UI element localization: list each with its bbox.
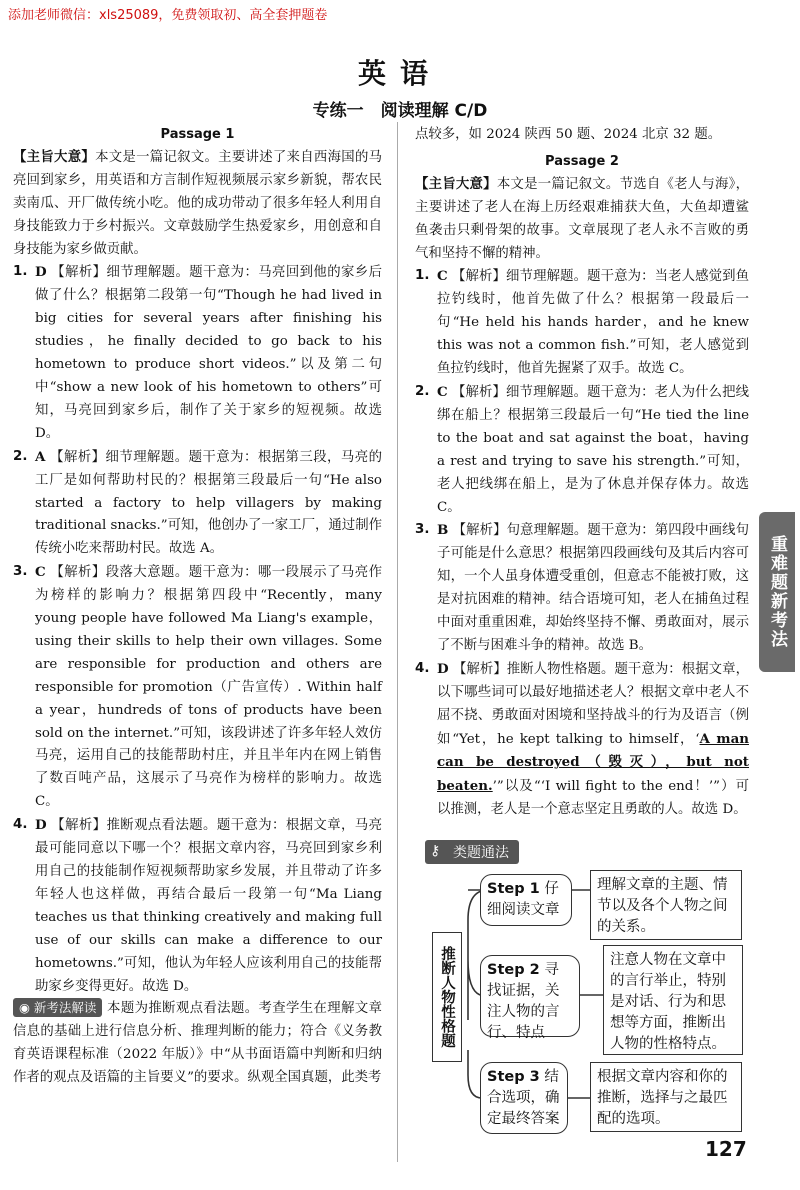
answer-letter: D <box>35 264 47 281</box>
passage1-main-idea <box>13 147 382 262</box>
explanation-text-end: ’”以及“‘I will fight to the end！’”）可以推测，老人是一个意志坚定且勇敢的人。故选 D。 <box>437 779 749 818</box>
tip-badge: ◉ 新考法解读 <box>13 998 102 1017</box>
question-number: 1. <box>415 268 430 284</box>
answer-letter: D <box>35 817 47 834</box>
tip-continuation: 点较多，如 2024 陕西 50 题、2024 北京 32 题。 <box>415 127 722 142</box>
main-idea-label: 【主旨大意】 <box>415 176 497 192</box>
diagram-center-box: 推断人物性格题 <box>432 932 462 1062</box>
answer-item <box>13 814 382 998</box>
step3-desc-box: 根据文章内容和你的推断，选择与之最匹配的选项。 <box>590 1062 742 1132</box>
answer-item <box>415 519 749 657</box>
step1-desc-box: 理解文章的主题、情节以及各个人物之间的关系。 <box>590 870 742 940</box>
question-number: 3. <box>415 522 430 538</box>
new-method-tip <box>13 998 382 1090</box>
section-title: 专练一 阅读理解 C/D <box>312 101 488 121</box>
question-number: 2. <box>13 448 28 464</box>
step2-desc-box: 注意人物在文章中的言行举止，特别是对话、行为和思想等方面，推断出人物的性格特点。 <box>603 945 743 1055</box>
passage2-title: Passage 2 <box>545 153 619 169</box>
answer-letter: C <box>437 383 448 400</box>
main-idea-label: 【主旨大意】 <box>13 149 96 165</box>
explanation-text: 【解析】细节理解题。题干意为：马亮回到他的家乡后做了什么？根据第二段第一句“Though he had lived in big cities for several years after finishing his studies，he finally decided to go back to his hometown to produce short videos.”以及第二句中“show a new look of his hometown to others”可知，马亮回到家乡后，制作了关于家乡的短视频。故选 D。 <box>35 265 382 441</box>
passage1-title: Passage 1 <box>160 127 235 142</box>
explanation-text: 【解析】段落大意题。题干意为：哪一段展示了马亮作为榜样的影响力？根据第四段中“Recently，many young people have followed Ma Liang's example，using their skills to help their own villages. Some are responsible for production and others are responsible for promotion（广告宣传）. Within half a year，hundreds of tons of products have been sold on the internet.”可知，该段讲述了许多年轻人效仿马亮，运用自己的技能帮助村庄，并且半年内在网上销售了数百吨产品，这展示了马亮作为榜样的影响力。故选 C。 <box>35 565 382 810</box>
left-column <box>13 124 382 1090</box>
answer-item <box>13 561 382 814</box>
right-column <box>415 124 749 822</box>
column-divider <box>397 122 398 1162</box>
underlined-quote: A man can be destroyed（毁灭），but not beaten. <box>437 730 749 795</box>
answer-item <box>415 381 749 519</box>
method-tag: 类题通法 <box>425 840 519 864</box>
main-idea-text: 本文是一篇记叙文。节选自《老人与海》，主要讲述了老人在海上历经艰难捕获大鱼，大鱼却遭鲨鱼袭击只剩骨架的故事。文章展现了老人永不言败的勇气和坚持不懈的精神。 <box>415 176 749 261</box>
tip-text: 本题为推断观点看法题。考查学生在理解文章信息的基础上进行信息分析、推理判断的能力；符合《义务教育英语课程标准（2022 年版）》中“从书面语篇中判断和归纳作者的观点及语篇的主旨要义”的要求。纵观全国真题，此类考 <box>13 1001 382 1086</box>
answer-letter: C <box>35 564 46 581</box>
subject-title: 英语 <box>357 57 442 90</box>
answer-item <box>415 265 749 381</box>
explanation-text: 【解析】推断观点看法题。题干意为：根据文章，马亮最可能同意以下哪一个？根据文章内容，马亮回到家乡利用自己的技能制作短视频帮助家乡发展，并且带动了许多年轻人也这样做，再结合最后一段第一句“Ma Liang teaches us that thinking creatively and making full use of our skills can make a difference to our hometowns.”可知，他认为年轻人应该利用自己的技能帮助家乡变得更好。故选 D。 <box>35 818 382 994</box>
explanation-text: 【解析】细节理解题。题干意为：老人为什么把线绑在船上？根据第三段最后一句“He tied the line to the boat and sat against the boat，having a rest and trying to save his strength.”可知，老人把线绑在船上，是为了休息并保存体力。故选 C。 <box>437 384 749 515</box>
answer-item <box>415 658 749 822</box>
question-number: 3. <box>13 564 28 580</box>
question-number: 1. <box>13 264 28 280</box>
explanation-text: 【解析】句意理解题。题干意为：第四段中画线句子可能是什么意思？根据第四段画线句及其后内容可知，一个人虽身体遭受重创，但意志不能被打败，这是对抗困难的精神。结合语境可知，老人在捕鱼过程中面对重重困难，却始终坚持不懈、勇敢面对，展示了不断与困难斗争的精神。故选 B。 <box>437 523 749 653</box>
explanation-text: 【解析】细节理解题。题干意为：当老人感觉到鱼拉钓线时，他首先做了什么？根据第一段最后一句“He held his hands harder，and he knew this was not a common fish.”可知，老人感觉到鱼拉钓线时，他首先握紧了双手。故选 C。 <box>437 269 749 377</box>
answer-letter: A <box>35 448 46 465</box>
answer-letter: C <box>437 268 448 285</box>
question-number: 4. <box>415 660 430 676</box>
answer-letter: B <box>437 522 449 539</box>
explanation-text: 【解析】推断人物性格题。题干意为：根据文章，以下哪些词可以最好地描述老人？根据文章中老人不屈不挠、勇敢面对困境和坚持战斗的行为及语言（例如“Yet，he kept talking to himself，‘ <box>437 661 749 747</box>
key-icon: ⚷ <box>430 843 441 859</box>
step3-box: Step 3 结合选项，确定最终答案 <box>480 1062 568 1134</box>
page-number: 127 <box>705 1137 747 1161</box>
answer-item <box>13 261 382 445</box>
watermark-text: 添加老师微信：xls25089，免费领取初、高全套押题卷 <box>8 8 328 23</box>
lightbulb-icon: ◉ <box>19 1000 34 1016</box>
question-number: 4. <box>13 817 28 833</box>
step1-box: Step 1 仔细阅读文章 <box>480 874 572 926</box>
brace-connector <box>468 920 480 1020</box>
main-idea-text: 本文是一篇记叙文。主要讲述了来自西海国的马亮回到家乡，用英语和方言制作短视频展示家乡新貌，帮农民卖南瓜、开厂做传统小吃。他的成功带动了很多年轻人利用自身技能致力于乡村振兴。文章鼓励学生热爱家乡，用创意和自身技能为家乡做贡献。 <box>13 149 383 257</box>
question-number: 2. <box>415 383 430 399</box>
explanation-text: 【解析】细节理解题。题干意为：根据第三段，马亮的工厂是如何帮助村民的？根据第三段最后一句“He also started a factory to help villagers by making traditional snacks.”可知，他创办了一家工厂，通过制作传统小吃来帮助村民。故选 A。 <box>35 449 382 557</box>
passage2-main-idea <box>415 174 749 266</box>
step2-box: Step 2 寻找证据，关注人物的言行、特点 <box>480 955 580 1037</box>
side-tab: 重难题新考法 <box>759 512 795 672</box>
answer-letter: D <box>437 660 449 677</box>
answer-item <box>13 446 382 562</box>
